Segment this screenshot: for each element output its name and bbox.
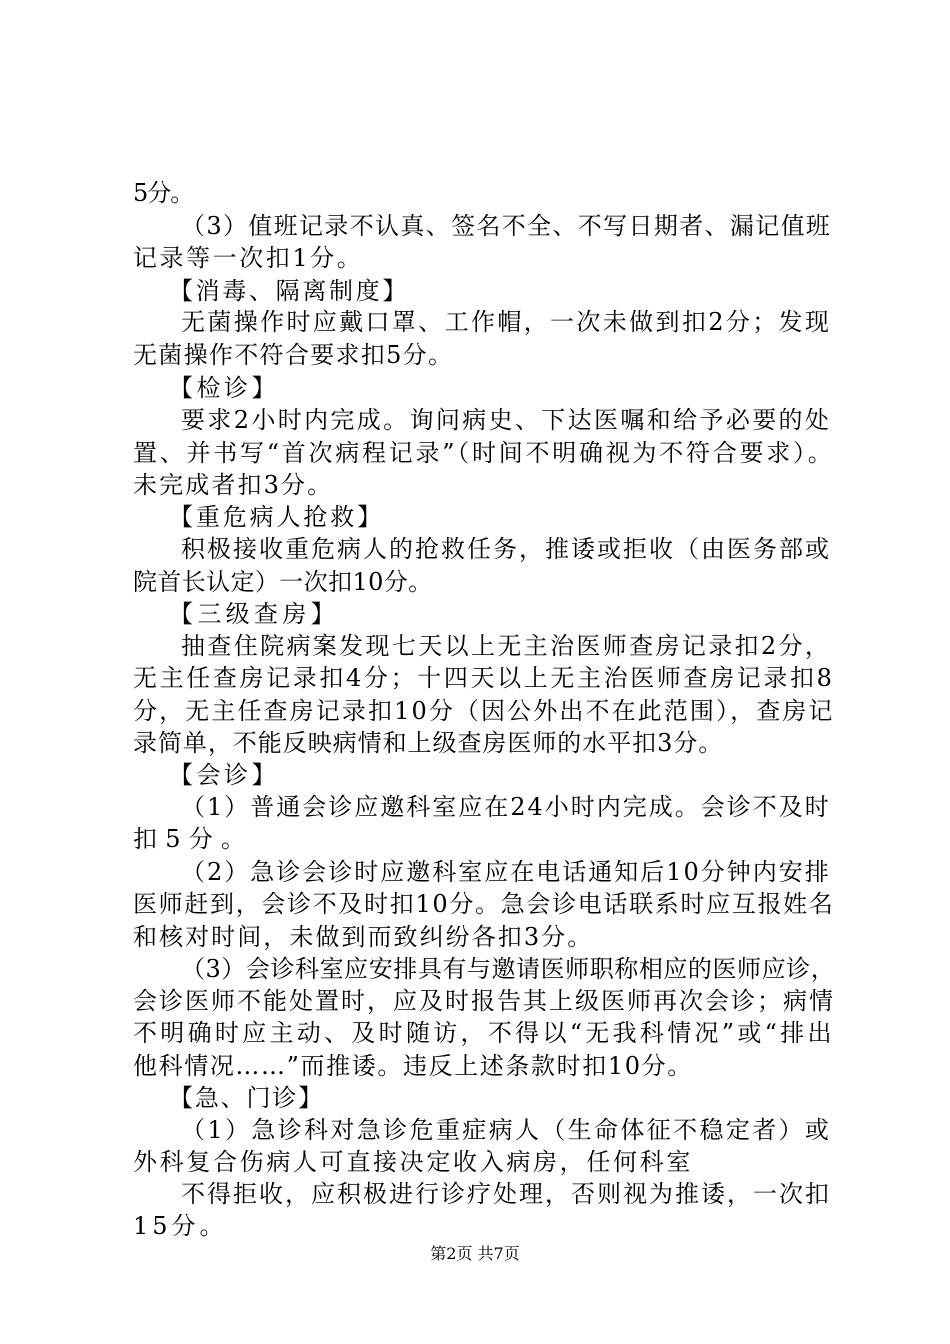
text-line-33: 15分。 xyxy=(133,1212,228,1240)
text-line-5: 无菌操作时应戴口罩、工作帽，一次未做到扣2分；发现 xyxy=(181,308,832,336)
text-line-16: 无主任查房记录扣4分；十四天以上无主治医师查房记录扣8 xyxy=(133,664,835,692)
text-line-20: （1）普通会诊应邀科室应在24小时内完成。会诊不及时 xyxy=(181,793,831,821)
text-line-3: 记录等一次扣1分。 xyxy=(133,244,364,272)
text-line-15: 抽查住院病案发现七天以上无主治医师查房记录扣2分， xyxy=(181,632,832,660)
text-line-26: 会诊医师不能处置时，应及时报告其上级医师再次会诊；病情 xyxy=(133,987,835,1015)
text-line-17: 分，无主任查房记录扣10分（因公外出不在此范围），查房记 xyxy=(133,697,835,725)
text-line-10: 未完成者扣3分。 xyxy=(133,471,334,499)
text-line-2: （3）值班记录不认真、签名不全、不写日期者、漏记值班 xyxy=(181,212,832,240)
text-line-30: （1）急诊科对急诊危重症病人（生命体征不稳定者）或 xyxy=(181,1116,832,1144)
section-heading-disinfection: 【消毒、隔离制度】 xyxy=(169,277,409,305)
section-heading-ward-rounds: 【三级查房】 xyxy=(169,600,339,628)
text-line-8: 要求2小时内完成。询问病史、下达医嘱和给予必要的处 xyxy=(181,406,832,434)
text-line-28: 他科情况……”而推诿。违反上述条款时扣10分。 xyxy=(133,1052,693,1080)
text-line-32: 不得拒收，应积极进行诊疗处理，否则视为推诿，一次扣 xyxy=(181,1180,831,1208)
page-footer: 第2页 共7页 xyxy=(430,1244,520,1263)
section-heading-critical-rescue: 【重危病人抢救】 xyxy=(169,503,384,531)
text-line-21: 扣5分。 xyxy=(133,825,254,853)
text-line-22: （2）急诊会诊时应邀科室应在电话通知后10分钟内安排 xyxy=(181,858,831,886)
text-line-18: 录简单，不能反映病情和上级查房医师的水平扣3分。 xyxy=(133,729,724,757)
text-line-6: 无菌操作不符合要求扣5分。 xyxy=(133,341,454,369)
section-heading-examination: 【检诊】 xyxy=(169,374,279,402)
text-line-27: 不明确时应主动、及时随访，不得以“无我科情况”或“排出 xyxy=(133,1019,835,1047)
text-line-9: 置、并书写“首次病程记录”（时间不明确视为不符合要求）。 xyxy=(133,439,835,467)
text-line-31: 外科复合伤病人可直接决定收入病房，任何科室 xyxy=(133,1148,693,1176)
text-line-23: 医师赶到，会诊不及时扣10分。急会诊电话联系时应互报姓名 xyxy=(133,890,835,918)
section-heading-consultation: 【会诊】 xyxy=(169,761,279,789)
text-line-1: 5分。 xyxy=(133,179,194,207)
text-line-13: 院首长认定）一次扣10分。 xyxy=(133,568,433,596)
text-line-24: 和核对时间，未做到而致纠纷各扣3分。 xyxy=(133,923,594,951)
section-heading-emergency-outpatient: 【急、门诊】 xyxy=(169,1084,324,1112)
text-line-25: （3）会诊科室应安排具有与邀请医师职称相应的医师应诊， xyxy=(181,955,836,983)
text-line-12: 积极接收重危病人的抢救任务，推诿或拒收（由医务部或 xyxy=(181,535,831,563)
